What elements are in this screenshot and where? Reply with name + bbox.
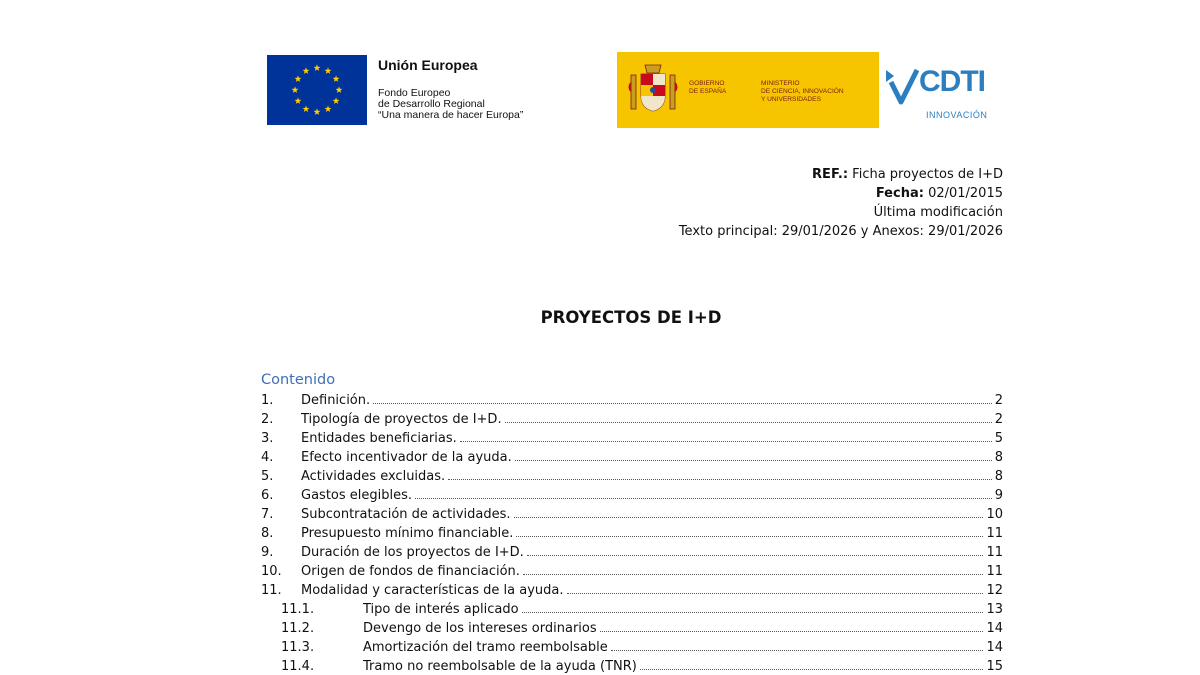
toc-entry-page: 11 <box>986 545 1003 560</box>
toc-entry[interactable] <box>261 506 1003 525</box>
eu-star-icon <box>303 67 310 74</box>
toc-entry-number: 1. <box>261 393 274 408</box>
toc-entry[interactable] <box>261 411 1003 430</box>
toc-dot-leader <box>415 487 992 499</box>
toc-entry-label: Presupuesto mínimo financiable. <box>301 526 514 541</box>
toc-entry-number: 2. <box>261 412 274 427</box>
toc-entry[interactable] <box>261 620 1003 639</box>
toc-entry-number: 5. <box>261 469 274 484</box>
gobierno-line-2: DE ESPAÑA <box>689 88 727 95</box>
toc-entry-label: Tipo de interés aplicado <box>363 602 519 617</box>
toc-dot-leader <box>505 411 992 423</box>
toc-entry-page: 2 <box>994 412 1003 427</box>
toc-dot-leader <box>460 430 992 442</box>
eu-star-icon <box>295 97 302 104</box>
toc-entry-page: 12 <box>986 583 1003 598</box>
toc-entry-page: 8 <box>994 450 1003 465</box>
toc-entry-label: Efecto incentivador de la ayuda. <box>301 450 512 465</box>
toc-entry-page: 11 <box>986 526 1003 541</box>
ministerio-line-2: DE CIENCIA, INNOVACIÓN <box>761 88 844 95</box>
texto-principal-dates: Texto principal: 29/01/2026 y Anexos: 29/01/2026 <box>678 224 1003 239</box>
toc-entry-label: Tramo no reembolsable de la ayuda (TNR) <box>363 659 637 674</box>
toc-entry-label: Duración de los proyectos de I+D. <box>301 545 524 560</box>
cdti-logo <box>879 52 986 128</box>
toc-entry-number: 11. <box>261 583 282 598</box>
toc-entry[interactable] <box>261 525 1003 544</box>
toc-dot-leader <box>448 468 992 480</box>
toc-entry-number: 9. <box>261 545 274 560</box>
toc-entry-number: 11.2. <box>281 621 315 636</box>
toc-heading: Contenido <box>261 372 336 388</box>
eu-logo-block <box>267 55 567 127</box>
toc-entry-label: Actividades excluidas. <box>301 469 446 484</box>
toc-entry-number: 11.1. <box>281 602 315 617</box>
toc-entry-page: 9 <box>994 488 1003 503</box>
toc-entry-label: Entidades beneficiarias. <box>301 431 457 446</box>
gobierno-line-1: GOBIERNO <box>689 80 725 87</box>
toc-entry-page: 10 <box>986 507 1003 522</box>
toc-entry-page: 11 <box>986 564 1003 579</box>
eu-star-icon <box>325 105 332 112</box>
spain-coat-of-arms-icon <box>627 61 679 119</box>
toc-dot-leader <box>567 582 984 594</box>
toc-entry-page: 14 <box>986 640 1003 655</box>
toc-entry-label: Devengo de los intereses ordinarios <box>363 621 597 636</box>
toc-entry[interactable] <box>261 468 1003 487</box>
cdti-mark-icon <box>883 66 919 111</box>
eu-flag-icon <box>267 55 367 125</box>
toc-entry[interactable] <box>261 601 1003 620</box>
ref-value: Ficha proyectos de I+D <box>848 167 1003 182</box>
ref-label: REF.: <box>812 167 849 182</box>
toc-entry[interactable] <box>261 392 1003 411</box>
ultima-modificacion: Última modificación <box>873 205 1003 220</box>
toc-entry-page: 15 <box>986 659 1003 674</box>
toc-entry-page: 14 <box>986 621 1003 636</box>
eu-star-icon <box>333 97 340 104</box>
toc-dot-leader <box>611 639 984 651</box>
eu-fund-line-1: Fondo Europeo <box>378 87 451 99</box>
toc-entry[interactable] <box>261 639 1003 658</box>
toc-entry[interactable] <box>261 658 1003 675</box>
toc-entry-number: 3. <box>261 431 274 446</box>
toc-entry-number: 7. <box>261 507 274 522</box>
toc-entry-number: 4. <box>261 450 274 465</box>
table-of-contents <box>261 392 1003 675</box>
toc-dot-leader <box>523 563 984 575</box>
eu-star-icon <box>336 86 343 93</box>
ministerio-text <box>761 80 844 104</box>
toc-entry[interactable] <box>261 563 1003 582</box>
toc-dot-leader <box>514 506 984 518</box>
eu-star-icon <box>325 67 332 74</box>
toc-entry[interactable] <box>261 449 1003 468</box>
toc-entry[interactable] <box>261 430 1003 449</box>
toc-entry-number: 6. <box>261 488 274 503</box>
cdti-wordmark: CDTI <box>919 65 985 98</box>
fecha-line <box>679 184 1003 203</box>
fecha-value: 02/01/2015 <box>923 186 1003 201</box>
toc-entry-number: 8. <box>261 526 274 541</box>
ref-line <box>679 165 1003 184</box>
gobierno-espana-text <box>689 80 726 96</box>
eu-fund-motto: “Una manera de hacer Europa” <box>378 109 524 121</box>
toc-dot-leader <box>522 601 984 613</box>
toc-dot-leader <box>640 658 984 670</box>
toc-entry-number: 10. <box>261 564 282 579</box>
eu-star-icon <box>314 64 321 71</box>
reference-block <box>679 165 1003 241</box>
toc-entry-number: 11.3. <box>281 640 315 655</box>
eu-star-icon <box>292 86 299 93</box>
ministerio-line-3: Y UNIVERSIDADES <box>761 96 821 103</box>
eu-star-icon <box>295 75 302 82</box>
toc-entry-number: 11.4. <box>281 659 315 674</box>
toc-entry-page: 2 <box>994 393 1003 408</box>
eu-star-icon <box>314 108 321 115</box>
document-title: PROYECTOS DE I+D <box>540 308 722 327</box>
eu-star-icon <box>303 105 310 112</box>
toc-dot-leader <box>515 449 992 461</box>
toc-entry-page: 13 <box>986 602 1003 617</box>
toc-entry-page: 8 <box>994 469 1003 484</box>
eu-fund-line-2: de Desarrollo Regional <box>378 98 485 110</box>
toc-entry-label: Tipología de proyectos de I+D. <box>301 412 502 427</box>
toc-dot-leader <box>373 392 992 404</box>
toc-entry-page: 5 <box>994 431 1003 446</box>
fecha-label: Fecha: <box>875 186 924 201</box>
toc-entry-label: Modalidad y características de la ayuda. <box>301 583 564 598</box>
toc-dot-leader <box>527 544 984 556</box>
toc-dot-leader <box>600 620 984 632</box>
toc-entry[interactable] <box>261 582 1003 601</box>
toc-entry-label: Subcontratación de actividades. <box>301 507 511 522</box>
eu-title: Unión Europea <box>378 57 478 73</box>
cdti-subtitle: INNOVACIÓN <box>926 110 988 120</box>
eu-star-icon <box>333 75 340 82</box>
toc-entry-label: Origen de fondos de financiación. <box>301 564 520 579</box>
gobierno-espana-logo <box>617 52 879 128</box>
toc-entry[interactable] <box>261 544 1003 563</box>
toc-entry-label: Definición. <box>301 393 371 408</box>
ministerio-line-1: MINISTERIO <box>761 80 800 87</box>
toc-entry[interactable] <box>261 487 1003 506</box>
toc-dot-leader <box>516 525 983 537</box>
toc-entry-label: Gastos elegibles. <box>301 488 413 503</box>
toc-entry-label: Amortización del tramo reembolsable <box>363 640 608 655</box>
